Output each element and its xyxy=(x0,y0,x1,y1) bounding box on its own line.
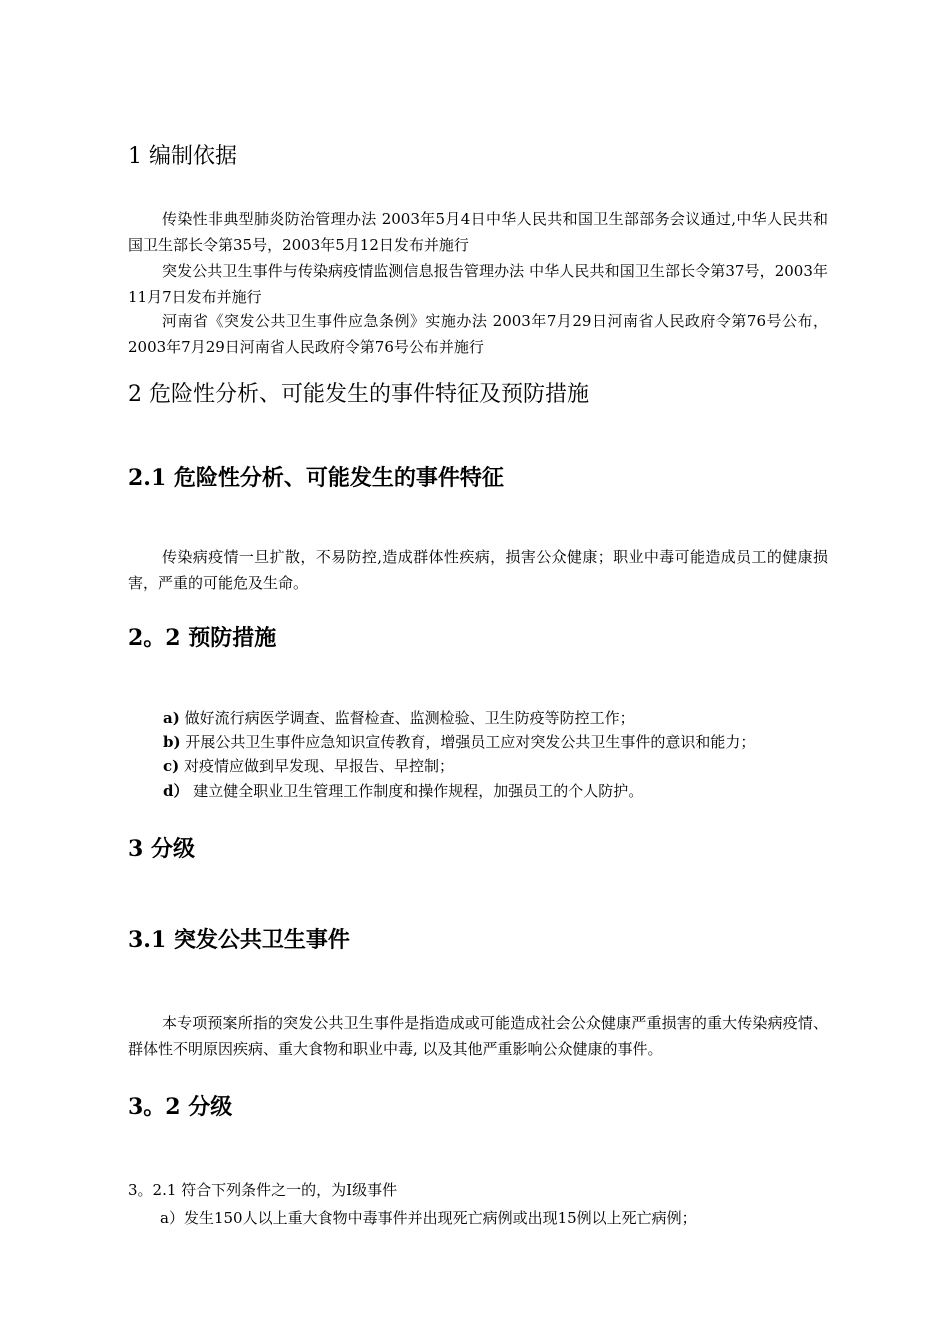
section-1-heading: 1 编制依据 xyxy=(128,144,237,169)
basis-item-2: 突发公共卫生事件与传染病疫情监测信息报告管理办法 中华人民共和国卫生部长令第37号，2003年11月7日发布并施行 xyxy=(128,262,828,306)
basis-item-3: 河南省《突发公共卫生事件应急条例》实施办法 2003年7月29日河南省人民政府令第76号公布，2003年7月29日河南省人民政府令第76号公布并施行 xyxy=(128,312,828,356)
prevention-item-d: d） 建立健全职业卫生管理工作制度和操作规程，加强员工的个人防护。 xyxy=(163,782,644,800)
section-3-1-heading: 3.1 突发公共卫生事件 xyxy=(128,927,350,953)
prevention-item-b: b) 开展公共卫生事件应急知识宣传教育，增强员工应对突发公共卫生事件的意识和能力； xyxy=(163,733,756,751)
section-3-2-1-item-a: a）发生150人以上重大食物中毒事件并出现死亡病例或出现15例以上死亡病例； xyxy=(160,1209,697,1227)
section-2-2-heading: 2。2 预防措施 xyxy=(128,625,277,651)
section-3-2-1-title: 3。2.1 符合下列条件之一的，为Ⅰ级事件 xyxy=(128,1181,398,1199)
prevention-item-a: a) 做好流行病医学调查、监督检查、监测检验、卫生防疫等防控工作； xyxy=(163,709,635,727)
section-3-1-paragraph: 本专项预案所指的突发公共卫生事件是指造成或可能造成社会公众健康严重损害的重大传染病疫情、群体性不明原因疾病、重大食物和职业中毒, 以及其他严重影响公众健康的事件。 xyxy=(128,1014,828,1058)
section-2-1-paragraph: 传染病疫情一旦扩散，不易防控,造成群体性疾病，损害公众健康；职业中毒可能造成员工的健康损害，严重的可能危及生命。 xyxy=(128,548,828,592)
basis-item-1: 传染性非典型肺炎防治管理办法 2003年5月4日中华人民共和国卫生部部务会议通过,中华人民共和国卫生部长令第35号，2003年5月12日发布并施行 xyxy=(128,210,828,254)
section-2-heading: 2 危险性分析、可能发生的事件特征及预防措施 xyxy=(128,382,589,407)
section-3-2-heading: 3。2 分级 xyxy=(128,1094,233,1120)
section-3-heading: 3 分级 xyxy=(128,836,195,862)
section-2-1-heading: 2.1 危险性分析、可能发生的事件特征 xyxy=(128,465,504,491)
prevention-item-c: c) 对疫情应做到早发现、早报告、早控制； xyxy=(163,757,455,775)
